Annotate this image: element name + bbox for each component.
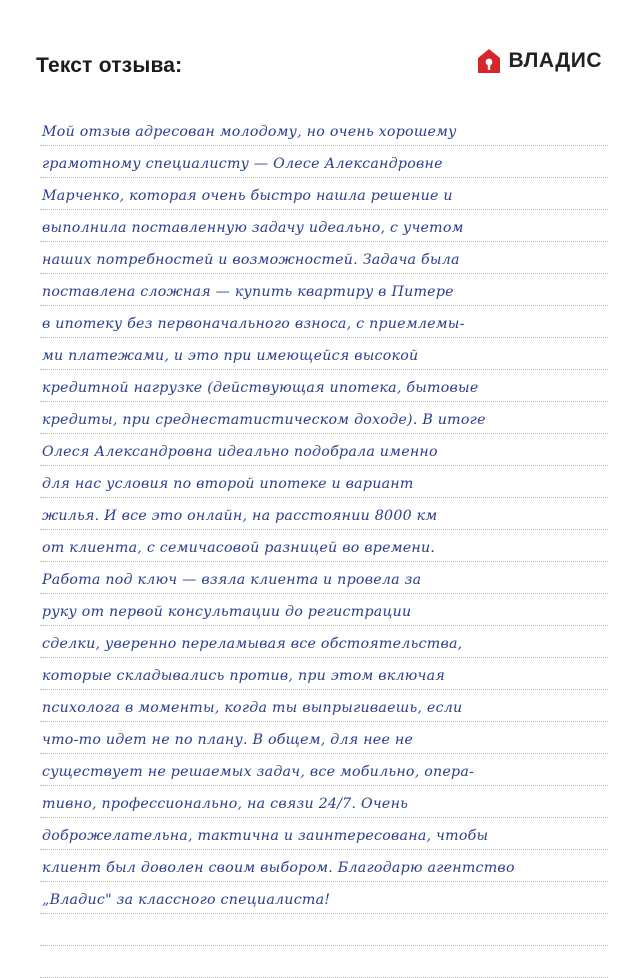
review-line	[40, 658, 608, 690]
review-line	[40, 690, 608, 722]
review-line-text: существует не решаемых задач, все мобильно, опера-	[42, 764, 475, 780]
review-line-text: наших потребностей и возможностей. Задача была	[42, 252, 460, 268]
review-line-text: ми платежами, и это при имеющейся высокой	[42, 348, 419, 364]
review-line-text: которые складывались против, при этом включая	[42, 668, 445, 684]
review-line	[40, 914, 608, 946]
review-line-text: грамотному специалисту — Олесе Александровне	[42, 156, 443, 172]
handwritten-review	[40, 114, 608, 978]
review-line	[40, 370, 608, 402]
review-line	[40, 210, 608, 242]
review-line-text: Мой отзыв адресован молодому, но очень хорошему	[42, 124, 457, 140]
review-line	[40, 242, 608, 274]
review-line-text: клиент был доволен своим выбором. Благодарю агентство	[42, 860, 515, 876]
review-line-text: Олеся Александровна идеально подобрала именно	[42, 444, 438, 460]
review-line-text: тивно, профессионально, на связи 24/7. Очень	[42, 796, 409, 812]
review-line	[40, 498, 608, 530]
review-line	[40, 562, 608, 594]
review-line	[40, 178, 608, 210]
review-line	[40, 434, 608, 466]
review-line-text: поставлена сложная — купить квартиру в Питере	[42, 284, 454, 300]
review-line	[40, 882, 608, 914]
review-line-text: в ипотеку без первоначального взноса, с приемлемы-	[42, 316, 465, 332]
review-line-text: руку от первой консультации до регистрации	[42, 604, 412, 620]
review-line	[40, 306, 608, 338]
review-line	[40, 754, 608, 786]
review-line-text: Марченко, которая очень быстро нашла решение и	[42, 188, 453, 204]
review-line-text: сделки, уверенно переламывая все обстоятельства,	[42, 636, 463, 652]
review-line	[40, 594, 608, 626]
review-line-text: кредитной нагрузке (действующая ипотека, бытовые	[42, 380, 479, 396]
review-line-text: для нас условия по второй ипотеке и вариант	[42, 476, 414, 492]
review-line	[40, 274, 608, 306]
review-line	[40, 114, 608, 146]
review-line	[40, 338, 608, 370]
review-line-text: выполнила поставленную задачу идеально, с учетом	[42, 220, 464, 236]
review-line-text: от клиента, с семичасовой разницей во времени.	[42, 540, 436, 556]
review-line-text: доброжелательна, тактична и заинтересована, чтобы	[42, 828, 489, 844]
review-line	[40, 786, 608, 818]
review-line	[40, 850, 608, 882]
vladis-logo	[477, 48, 602, 74]
review-line	[40, 402, 608, 434]
logo-text: ВЛАДИС	[508, 49, 602, 72]
review-line	[40, 946, 608, 978]
review-line	[40, 530, 608, 562]
review-line-text: психолога в моменты, когда ты выпрыгиваешь, если	[42, 700, 463, 716]
page-title: Текст отзыва:	[36, 54, 183, 77]
review-line-text: кредиты, при среднестатистическом доходе). В итоге	[42, 412, 486, 428]
review-line-text: „Владис" за классного специалиста!	[42, 892, 331, 908]
review-line	[40, 146, 608, 178]
review-line	[40, 818, 608, 850]
house-icon	[477, 48, 501, 74]
review-line	[40, 722, 608, 754]
review-line	[40, 466, 608, 498]
review-line	[40, 626, 608, 658]
review-line-text: что-то идет не по плану. В общем, для нее не	[42, 732, 414, 748]
review-line-text: жилья. И все это онлайн, на расстоянии 8000 км	[42, 508, 438, 524]
review-line-text: Работа под ключ — взяла клиента и провела за	[42, 572, 422, 588]
